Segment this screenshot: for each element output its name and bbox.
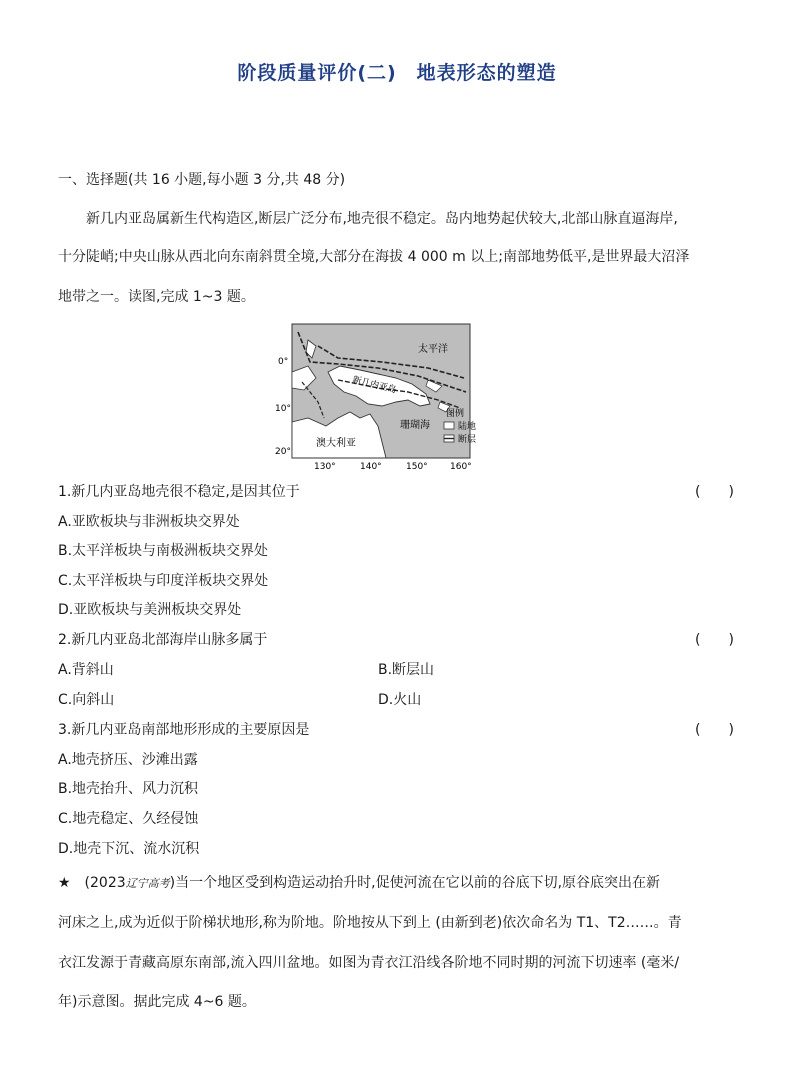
legend-land-label: 陆地 xyxy=(458,422,477,432)
coral-sea-label: 珊瑚海 xyxy=(400,420,430,431)
lon-label-130: 130° xyxy=(314,462,336,472)
intro-line-2: 十分陡峭;中央山脉从西北向东南斜贯全境,大部分在海拔 4 000 m 以上;南部地势低平,是世界最大沼泽 xyxy=(58,249,690,265)
question-2-option-c: C.向斜山 xyxy=(58,692,115,708)
question-2-answer-blank: ( ) xyxy=(695,632,734,648)
legend-land-swatch xyxy=(444,422,454,429)
question-2-stem: 2.新几内亚岛北部海岸山脉多属于 xyxy=(58,632,268,648)
page-title: 阶段质量评价(二) 地表形态的塑造 xyxy=(237,62,557,84)
star-icon: ★ xyxy=(58,875,71,891)
passage-2-line-4: 年)示意图。据此完成 4~6 题。 xyxy=(58,994,256,1010)
australia-land xyxy=(292,412,386,458)
question-3-option-b: B.地壳抬升、风力沉积 xyxy=(58,781,199,797)
question-1-option-b: B.太平洋板块与南极洲板块交界处 xyxy=(58,543,269,559)
question-1-option-d: D.亚欧板块与美洲板块交界处 xyxy=(58,602,242,618)
lat-label-10: 10° xyxy=(275,404,291,414)
passage-2-first: )当一个地区受到构造运动抬升时,促使河流在它以前的谷底下切,原谷底突出在新 xyxy=(169,875,661,891)
question-3-option-d: D.地壳下沉、流水沉积 xyxy=(58,841,200,857)
question-1-option-c: C.太平洋板块与印度洋板块交界处 xyxy=(58,573,269,589)
lat-label-20: 20° xyxy=(275,447,291,457)
question-3-option-c: C.地壳稳定、久经侵蚀 xyxy=(58,811,199,827)
island-label: 新几内亚岛 xyxy=(351,375,398,396)
question-2-option-b: B.断层山 xyxy=(378,662,435,678)
passage-2-line-3: 衣江发源于青藏高原东南部,流入四川盆地。如图为青衣江沿线各阶地不同时期的河流下切速率 (毫米/ xyxy=(58,955,680,971)
intro-line-1: 新几内亚岛属新生代构造区,断层广泛分布,地壳很不稳定。岛内地势起伏较大,北部山脉直逼海岸, xyxy=(86,211,678,227)
question-3-option-a: A.地壳挤压、沙滩出露 xyxy=(58,752,198,768)
lon-label-160: 160° xyxy=(450,462,472,472)
question-2-option-d: D.火山 xyxy=(378,692,422,708)
question-1-answer-blank: ( ) xyxy=(695,484,734,500)
australia-label: 澳大利亚 xyxy=(316,438,356,449)
passage-2-line-1 xyxy=(58,872,660,892)
lat-label-0: 0° xyxy=(278,357,289,367)
passage-2-line-2: 河床之上,成为近似于阶梯状地形,称为阶地。阶地按从下到上 (由新到老)依次命名为 T1、T2……。青 xyxy=(58,915,682,931)
question-1-option-a: A.亚欧板块与非洲板块交界处 xyxy=(58,514,240,530)
passage-2-lead: (2023 xyxy=(70,875,126,891)
intro-line-3: 地带之一。读图,完成 1~3 题。 xyxy=(58,289,255,305)
section-heading: 一、选择题(共 16 小题,每小题 3 分,共 48 分) xyxy=(58,172,346,188)
lon-label-140: 140° xyxy=(360,462,382,472)
question-1-stem: 1.新几内亚岛地壳很不稳定,是因其位于 xyxy=(58,484,300,500)
question-3-stem: 3.新几内亚岛南部地形形成的主要原因是 xyxy=(58,722,310,738)
legend-title: 图例 xyxy=(446,409,465,419)
new-guinea-map xyxy=(275,322,478,472)
pacific-label: 太平洋 xyxy=(418,344,448,355)
question-3-answer-blank: ( ) xyxy=(695,722,734,738)
question-2-option-a: A.背斜山 xyxy=(58,662,114,678)
legend-fault-label: 断层 xyxy=(458,435,477,445)
source-tag: 辽宁高考 xyxy=(125,877,170,890)
lon-label-150: 150° xyxy=(406,462,428,472)
